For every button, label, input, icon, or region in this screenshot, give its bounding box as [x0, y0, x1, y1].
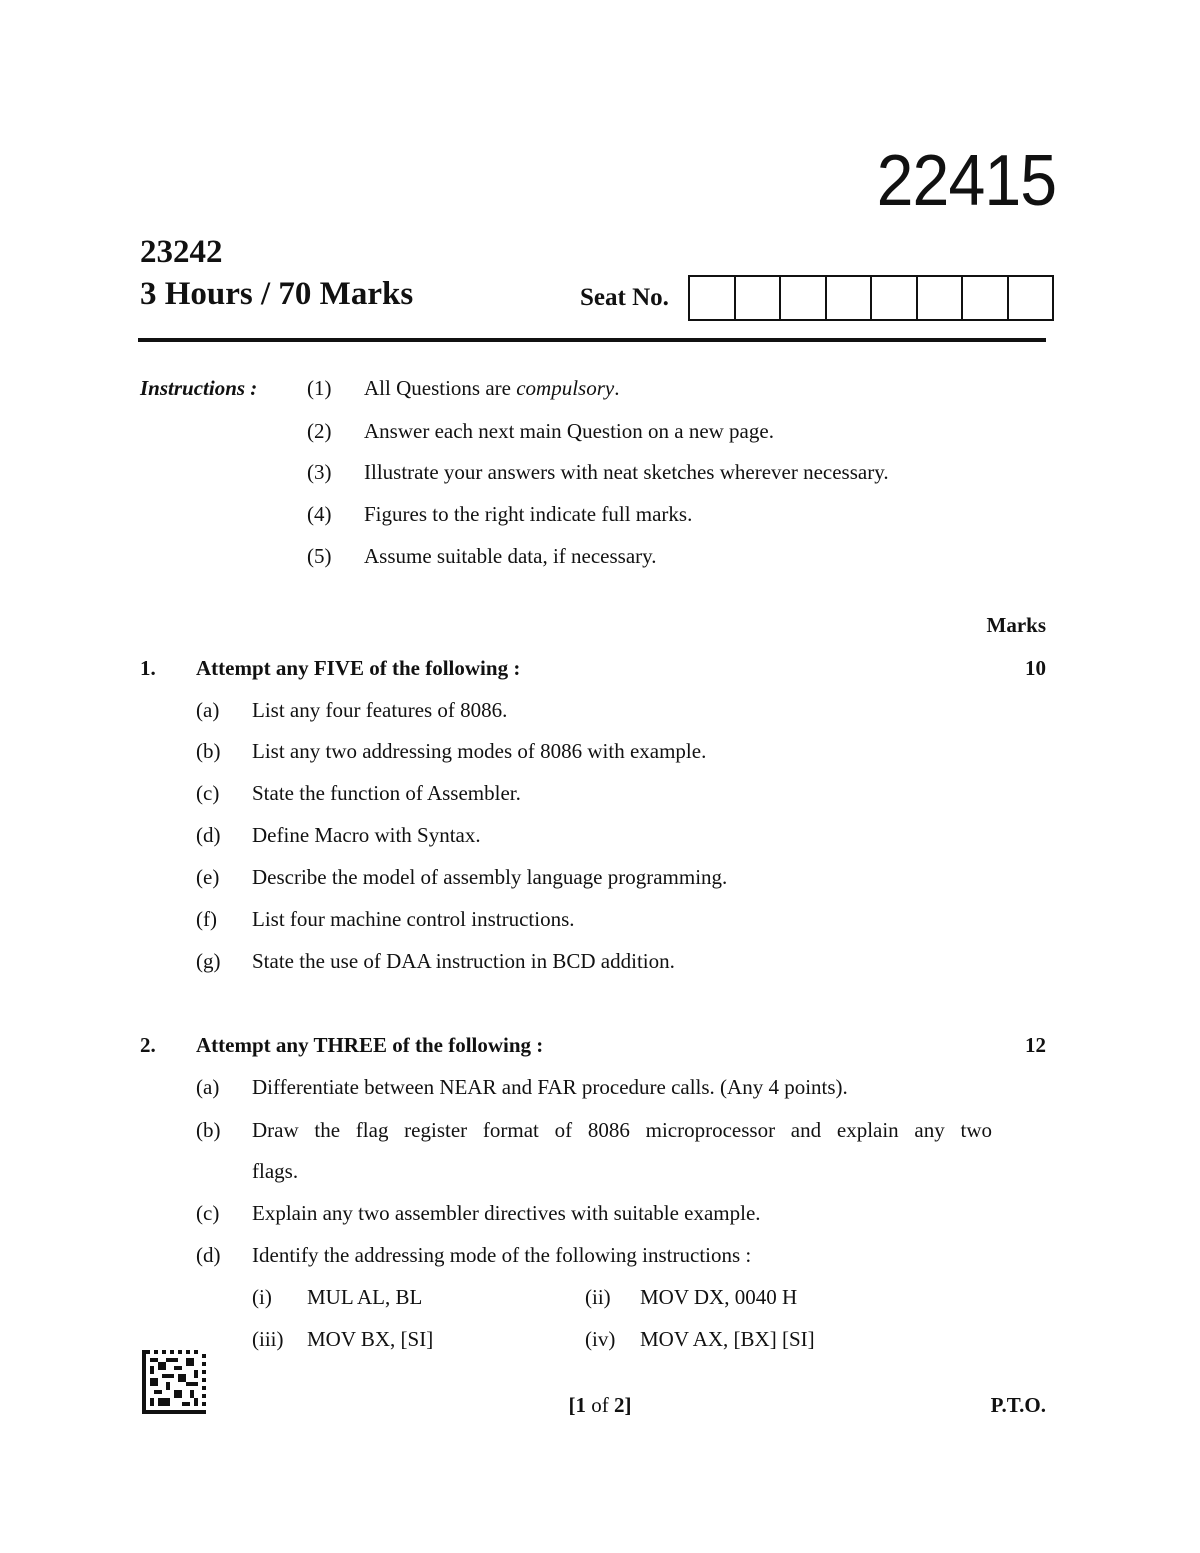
question-heading: Attempt any FIVE of the following :	[196, 656, 521, 680]
part-text: State the use of DAA instruction in BCD addition.	[252, 949, 675, 973]
question-number: 1.	[140, 656, 156, 680]
header-divider	[138, 338, 1046, 342]
instruction-text: All Questions are compulsory.	[364, 376, 620, 400]
instruction-number: (4)	[307, 502, 332, 526]
instruction-text: Illustrate your answers with neat sketches wherever necessary.	[364, 460, 889, 484]
instruction-text: Answer each next main Question on a new page.	[364, 419, 774, 443]
instruction-number: (2)	[307, 419, 332, 443]
subpart-label: (iv)	[585, 1327, 616, 1351]
seat-number-boxes[interactable]	[688, 275, 1054, 321]
please-turn-over: P.T.O.	[990, 1393, 1046, 1417]
instructions-label: Instructions :	[140, 376, 258, 400]
instruction-number: (5)	[307, 544, 332, 568]
instruction-text: Figures to the right indicate full marks.	[364, 502, 693, 526]
subpart-label: (iii)	[252, 1327, 284, 1351]
question-marks: 10	[1025, 656, 1046, 680]
part-label: (a)	[196, 1075, 220, 1099]
seat-digit-box[interactable]	[827, 277, 873, 319]
question-heading: Attempt any THREE of the following :	[196, 1033, 544, 1057]
part-text: Define Macro with Syntax.	[252, 823, 481, 847]
seat-number-label: Seat No.	[580, 284, 669, 311]
part-label: (e)	[196, 865, 220, 889]
part-label: (c)	[196, 1201, 220, 1225]
part-label: (c)	[196, 781, 220, 805]
marks-heading: Marks	[986, 613, 1046, 637]
subpart-text: MOV DX, 0040 H	[640, 1285, 798, 1309]
seat-digit-box[interactable]	[918, 277, 964, 319]
part-label: (b)	[196, 1118, 221, 1142]
part-text: List any four features of 8086.	[252, 698, 508, 722]
instruction-text: Assume suitable data, if necessary.	[364, 544, 657, 568]
seat-digit-box[interactable]	[1009, 277, 1053, 319]
part-label: (d)	[196, 823, 221, 847]
question-number: 2.	[140, 1033, 156, 1057]
part-text: Identify the addressing mode of the following instructions :	[252, 1243, 752, 1267]
part-text: State the function of Assembler.	[252, 781, 521, 805]
seat-digit-box[interactable]	[963, 277, 1009, 319]
part-label: (f)	[196, 907, 217, 931]
part-text: Differentiate between NEAR and FAR procedure calls. (Any 4 points).	[252, 1075, 848, 1099]
part-text: Draw the flag register format of 8086 microprocessor and explain any two	[252, 1118, 992, 1142]
part-text: Describe the model of assembly language programming.	[252, 865, 728, 889]
subpart-text: MOV AX, [BX] [SI]	[640, 1327, 815, 1351]
part-label: (g)	[196, 949, 221, 973]
seat-digit-box[interactable]	[781, 277, 827, 319]
part-text-continuation: flags.	[252, 1159, 299, 1183]
seat-digit-box[interactable]	[736, 277, 782, 319]
seat-digit-box[interactable]	[872, 277, 918, 319]
part-text: Explain any two assembler directives with suitable example.	[252, 1201, 761, 1225]
subpart-text: MUL AL, BL	[307, 1285, 423, 1309]
seat-digit-box[interactable]	[690, 277, 736, 319]
part-text: List four machine control instructions.	[252, 907, 575, 931]
part-label: (d)	[196, 1243, 221, 1267]
paper-code: 23242	[140, 234, 223, 270]
subpart-label: (i)	[252, 1285, 272, 1309]
instruction-number: (1)	[307, 376, 332, 400]
instruction-number: (3)	[307, 460, 332, 484]
subject-code: 22415	[876, 141, 1056, 221]
subpart-text: MOV BX, [SI]	[307, 1327, 434, 1351]
duration-marks: 3 Hours / 70 Marks	[140, 276, 414, 312]
question-marks: 12	[1025, 1033, 1046, 1057]
page-indicator: [1 of 2]	[568, 1393, 632, 1417]
part-label: (b)	[196, 739, 221, 763]
part-label: (a)	[196, 698, 220, 722]
part-text: List any two addressing modes of 8086 with example.	[252, 739, 707, 763]
subpart-label: (ii)	[585, 1285, 611, 1309]
